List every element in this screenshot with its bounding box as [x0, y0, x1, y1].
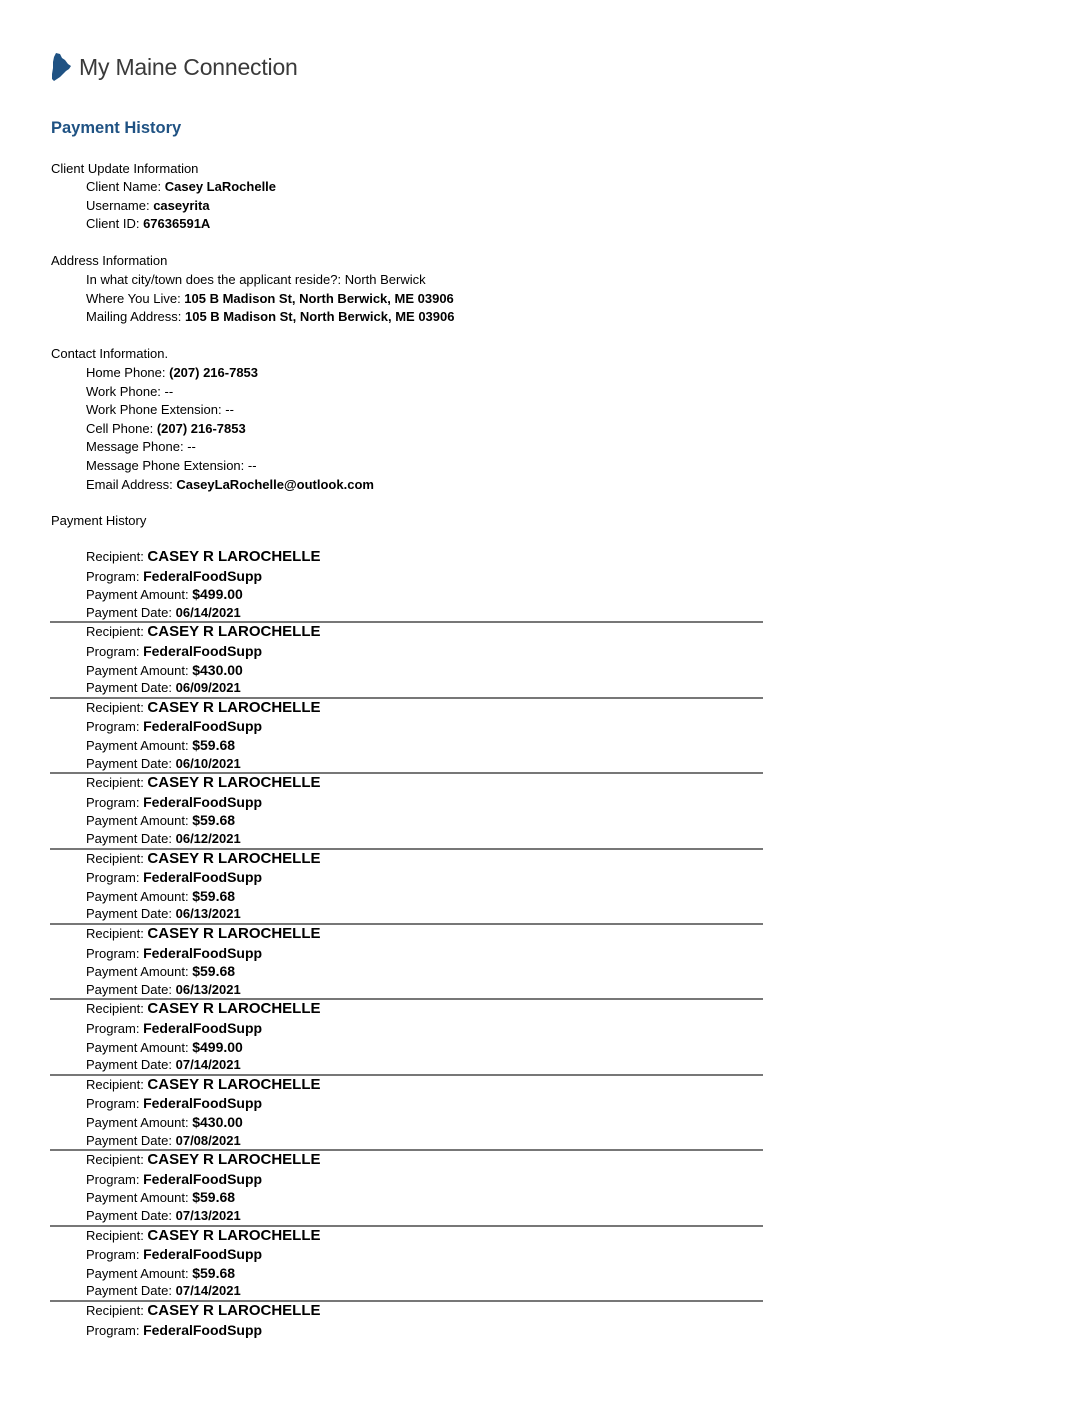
recipient-row — [86, 925, 763, 944]
where-you-live-row — [86, 290, 454, 309]
program-value: FederalFoodSupp — [143, 944, 263, 961]
payment-amount-row — [86, 661, 763, 680]
payment-amount-label: Payment Amount: — [86, 888, 193, 904]
email-address-label: Email Address: — [86, 476, 177, 492]
payment-date-row — [86, 830, 763, 849]
logo-text: My Maine Connection — [79, 53, 298, 80]
payment-date-row — [86, 604, 763, 623]
payment-date-label: Payment Date: — [86, 1207, 176, 1223]
home-phone-row — [86, 364, 374, 383]
payment-amount-value: $59.68 — [192, 887, 236, 904]
program-label: Program: — [86, 1322, 144, 1338]
payment-date-value: 06/12/2021 — [175, 830, 241, 846]
home-phone-label: Home Phone: — [86, 365, 170, 380]
payment-item — [50, 699, 763, 774]
payment-amount-value: $59.68 — [192, 963, 236, 980]
email-address-value: CaseyLaRochelle@outlook.com — [176, 476, 374, 492]
program-row — [86, 1019, 763, 1038]
recipient-value: CASEY R LAROCHELLE — [147, 1301, 321, 1319]
client-name-value: Casey LaRochelle — [164, 179, 277, 194]
payment-amount-label: Payment Amount: — [86, 1114, 193, 1130]
payment-amount-row — [86, 962, 763, 981]
payment-amount-label: Payment Amount: — [86, 1039, 193, 1055]
program-row — [86, 1321, 763, 1340]
payment-amount-row — [86, 1038, 763, 1057]
payment-amount-row — [86, 1113, 763, 1132]
payment-item — [50, 774, 763, 849]
payment-amount-value: $59.68 — [192, 1264, 236, 1281]
payment-date-value: 07/13/2021 — [175, 1207, 241, 1223]
recipient-value: CASEY R LAROCHELLE — [147, 1000, 321, 1018]
city-row — [86, 271, 454, 290]
recipient-row — [86, 699, 763, 718]
recipient-label: Recipient: — [86, 699, 148, 715]
email-address-row — [86, 476, 374, 495]
payment-date-label: Payment Date: — [86, 1132, 176, 1148]
program-label: Program: — [86, 719, 144, 735]
message-phone-label: Message Phone: — [86, 439, 188, 455]
recipient-row — [86, 1227, 763, 1246]
recipient-value: CASEY R LAROCHELLE — [147, 1151, 321, 1169]
payment-amount-label: Payment Amount: — [86, 587, 193, 603]
payment-amount-label: Payment Amount: — [86, 1190, 193, 1206]
work-phone-label: Work Phone: — [86, 383, 165, 399]
payment-amount-row — [86, 887, 763, 906]
recipient-row — [86, 774, 763, 793]
payment-amount-row — [86, 585, 763, 604]
recipient-row — [86, 850, 763, 869]
payment-amount-value: $499.00 — [192, 1038, 243, 1055]
recipient-value: CASEY R LAROCHELLE — [147, 774, 321, 792]
payment-amount-value: $59.68 — [192, 812, 236, 829]
message-phone-value: -- — [187, 439, 196, 455]
program-value: FederalFoodSupp — [143, 869, 263, 886]
client-id-row — [86, 215, 276, 234]
work-phone-extension-value: -- — [225, 402, 234, 418]
cell-phone-label: Cell Phone: — [86, 420, 157, 436]
payment-amount-row — [86, 1264, 763, 1283]
program-value: FederalFoodSupp — [143, 1095, 263, 1112]
payment-amount-label: Payment Amount: — [86, 813, 193, 829]
payment-date-value: 07/08/2021 — [175, 1132, 241, 1148]
payment-date-value: 07/14/2021 — [175, 1057, 241, 1073]
payment-date-value: 06/13/2021 — [175, 981, 241, 997]
payment-amount-row — [86, 1188, 763, 1207]
program-row — [86, 944, 763, 963]
payment-item — [50, 623, 763, 698]
payment-date-value: 06/10/2021 — [175, 755, 241, 771]
program-value: FederalFoodSupp — [143, 1246, 263, 1263]
payment-item — [50, 1151, 763, 1226]
where-you-live-label: Where You Live: — [86, 290, 185, 306]
payment-date-row — [86, 755, 763, 774]
program-row — [86, 1170, 763, 1189]
recipient-label: Recipient: — [86, 775, 148, 791]
program-value: FederalFoodSupp — [143, 642, 263, 659]
recipient-label: Recipient: — [86, 1302, 148, 1318]
recipient-label: Recipient: — [86, 850, 148, 866]
recipient-value: CASEY R LAROCHELLE — [147, 1226, 321, 1244]
client-id-label: Client ID: — [86, 216, 144, 232]
program-value: FederalFoodSupp — [143, 718, 263, 735]
payment-item — [50, 925, 763, 1000]
payment-amount-row — [86, 811, 763, 830]
program-label: Program: — [86, 1171, 144, 1187]
contact-heading: Contact Information. — [51, 346, 169, 361]
recipient-label: Recipient: — [86, 624, 148, 640]
payment-date-label: Payment Date: — [86, 906, 176, 922]
program-label: Program: — [86, 1247, 144, 1263]
recipient-value: CASEY R LAROCHELLE — [147, 548, 321, 565]
payment-amount-value: $499.00 — [192, 586, 243, 603]
payment-date-row — [86, 981, 763, 1000]
program-label: Program: — [86, 794, 144, 810]
recipient-row — [86, 1302, 763, 1321]
payment-date-label: Payment Date: — [86, 755, 176, 771]
cell-phone-value: (207) 216-7853 — [156, 420, 246, 436]
address-section — [86, 271, 454, 327]
payment-date-row — [86, 679, 763, 698]
payment-date-value: 06/09/2021 — [175, 680, 241, 696]
program-row — [86, 1094, 763, 1113]
recipient-value: CASEY R LAROCHELLE — [147, 924, 321, 942]
payment-date-row — [86, 1282, 763, 1301]
city-value: North Berwick — [344, 272, 426, 287]
message-phone-extension-row — [86, 457, 374, 476]
program-row — [86, 642, 763, 661]
payment-amount-value: $430.00 — [192, 1113, 243, 1130]
message-phone-extension-value: -- — [247, 457, 257, 473]
payment-item — [50, 1076, 763, 1151]
recipient-label: Recipient: — [86, 549, 148, 564]
payment-amount-label: Payment Amount: — [86, 1265, 193, 1281]
username-value: caseyrita — [153, 197, 210, 213]
payment-amount-value: $59.68 — [192, 736, 236, 753]
program-label: Program: — [86, 568, 144, 584]
payment-date-label: Payment Date: — [86, 1283, 176, 1299]
payment-date-label: Payment Date: — [86, 830, 176, 846]
payment-item — [50, 1302, 763, 1377]
recipient-value: CASEY R LAROCHELLE — [147, 623, 321, 641]
payment-date-label: Payment Date: — [86, 604, 176, 620]
program-value: FederalFoodSupp — [143, 793, 263, 810]
address-heading: Address Information — [51, 253, 168, 268]
payment-amount-label: Payment Amount: — [86, 964, 193, 980]
recipient-label: Recipient: — [86, 925, 148, 941]
payment-history-heading: Payment History — [51, 513, 147, 528]
payment-date-row — [86, 1056, 763, 1075]
work-phone-extension-label: Work Phone Extension: — [86, 402, 226, 418]
payment-item — [50, 1000, 763, 1075]
client-update-section — [86, 178, 276, 234]
recipient-value: CASEY R LAROCHELLE — [147, 1075, 321, 1093]
payment-date-label: Payment Date: — [86, 981, 176, 997]
payment-amount-row — [86, 736, 763, 755]
payment-list — [86, 548, 763, 1377]
program-row — [86, 793, 763, 812]
payment-amount-value: $430.00 — [192, 661, 243, 678]
program-label: Program: — [86, 1020, 144, 1036]
client-name-row — [86, 178, 276, 197]
where-you-live-value: 105 B Madison St, North Berwick, ME 03906 — [184, 290, 454, 306]
message-phone-row — [86, 438, 374, 457]
message-phone-extension-label: Message Phone Extension: — [86, 457, 248, 473]
mailing-address-value: 105 B Madison St, North Berwick, ME 03906 — [185, 309, 455, 325]
payment-date-label: Payment Date: — [86, 1057, 176, 1073]
payment-date-row — [86, 905, 763, 924]
recipient-row — [86, 548, 763, 567]
program-label: Program: — [86, 870, 144, 886]
payment-date-row — [86, 1207, 763, 1226]
mailing-address-label: Mailing Address: — [86, 309, 185, 325]
recipient-label: Recipient: — [86, 1001, 148, 1017]
contact-section — [86, 364, 374, 494]
recipient-value: CASEY R LAROCHELLE — [147, 698, 321, 716]
username-label: Username: — [86, 197, 154, 213]
client-id-value: 67636591A — [143, 216, 211, 232]
work-phone-value: -- — [164, 383, 174, 399]
cell-phone-row — [86, 420, 374, 439]
program-value: FederalFoodSupp — [143, 1321, 263, 1338]
recipient-label: Recipient: — [86, 1076, 148, 1092]
payment-item — [50, 1227, 763, 1302]
recipient-row — [86, 1151, 763, 1170]
program-value: FederalFoodSupp — [143, 567, 263, 584]
program-row — [86, 717, 763, 736]
program-label: Program: — [86, 945, 144, 961]
program-row — [86, 868, 763, 887]
payment-amount-label: Payment Amount: — [86, 737, 193, 753]
recipient-row — [86, 623, 763, 642]
city-label: In what city/town does the applicant reside?: — [86, 272, 345, 287]
client-update-heading: Client Update Information — [51, 161, 199, 176]
recipient-label: Recipient: — [86, 1152, 148, 1168]
home-phone-value: (207) 216-7853 — [169, 365, 259, 380]
program-label: Program: — [86, 1096, 144, 1112]
maine-state-logo-icon — [50, 52, 72, 82]
payment-date-row — [86, 1132, 763, 1151]
payment-item — [50, 548, 763, 623]
payment-date-value: 07/14/2021 — [175, 1283, 241, 1299]
payment-amount-value: $59.68 — [192, 1189, 236, 1206]
payment-date-label: Payment Date: — [86, 680, 176, 696]
payment-date-value: 06/13/2021 — [175, 906, 241, 922]
mailing-address-row — [86, 308, 454, 327]
payment-amount-label: Payment Amount: — [86, 662, 193, 678]
program-row — [86, 1245, 763, 1264]
work-phone-row — [86, 383, 374, 402]
program-value: FederalFoodSupp — [143, 1019, 263, 1036]
recipient-value: CASEY R LAROCHELLE — [147, 849, 321, 867]
program-row — [86, 567, 763, 586]
username-row — [86, 197, 276, 216]
recipient-row — [86, 1000, 763, 1019]
payment-item — [50, 850, 763, 925]
payment-date-value: 06/14/2021 — [175, 604, 241, 620]
page-title: Payment History — [51, 119, 182, 137]
program-value: FederalFoodSupp — [143, 1170, 263, 1187]
recipient-label: Recipient: — [86, 1227, 148, 1243]
work-phone-extension-row — [86, 401, 374, 420]
site-header — [50, 50, 298, 84]
program-label: Program: — [86, 643, 144, 659]
recipient-row — [86, 1076, 763, 1095]
client-name-label: Client Name: — [86, 179, 165, 194]
